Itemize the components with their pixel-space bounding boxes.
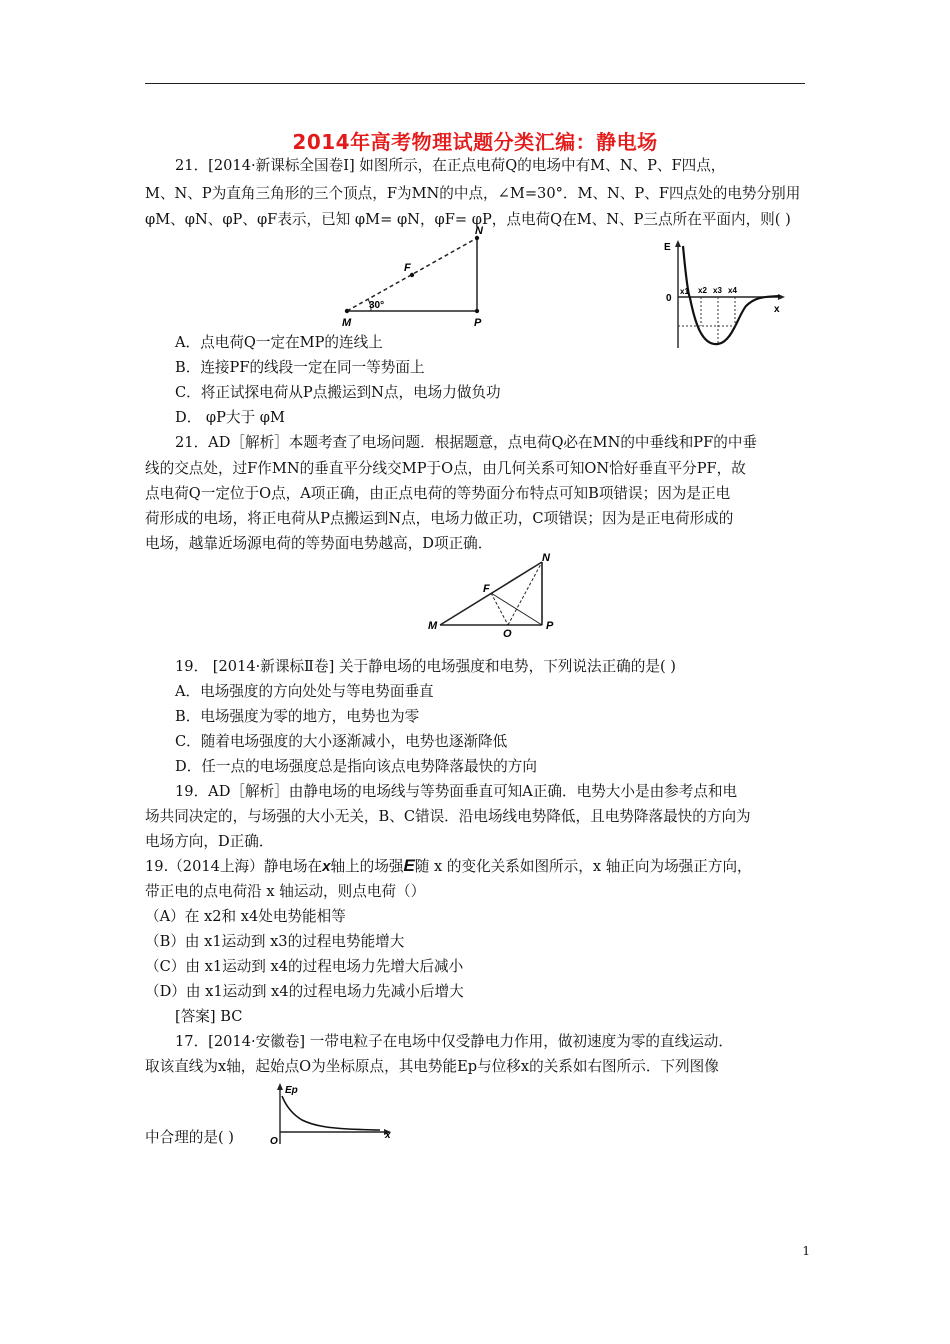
q19b-stem-line-2: 带正电的点电荷沿 x 轴运动，则点电荷（） [145,883,426,900]
q19b-option-b: （B）由 x1运动到 x3的过程电势能增大 [145,933,405,950]
header-rule [145,83,805,84]
q19b-answer: [答案] BC [175,1008,243,1025]
graph-x-label: x [774,304,780,315]
q21-option-a: A．点电荷Q一定在MP的连线上 [175,334,383,351]
x-symbol: x [322,858,331,875]
q19b-stem-part-3: 随 x 的变化关系如图所示，x 轴正向为场强正方向， [414,858,752,875]
q17-stem-line-2: 取该直线为x轴，起始点O为坐标原点，其电势能Ep与位移x的关系如右图所示．下列图像 [145,1058,719,1075]
label-m: M [428,620,438,632]
label-n: N [542,552,550,564]
page-title: 2014年高考物理试题分类汇编：静电场 [292,130,658,154]
q21-analysis-line-2: 线的交点处，过F作MN的垂直平分线交MP于O点，由几何关系可知ON恰好垂直平分PF，故 [145,460,746,477]
q19a-option-b: B．电场强度为零的地方，电势也为零 [175,708,420,725]
graph-origin-label: O [270,1136,278,1147]
q21-analysis-line-5: 电场，越靠近场源电荷的等势面电势越高，D项正确． [145,535,493,552]
label-p: P [546,620,554,632]
graph-ep-label: Ep [285,1085,298,1096]
q19a-option-d: D．任一点的电场强度总是指向该点电势降落最快的方向 [175,758,537,775]
q21-option-c: C．将正试探电荷从P点搬运到N点，电场力做负功 [175,384,501,401]
graph-x-label: x [385,1130,391,1141]
q19a-analysis-line-2: 场共同决定的，与场强的大小无关，B、C错误．沿电场线电势降低，且电势降落最快的方向为 [145,808,751,825]
q21-option-d: D． φP大于 φM [175,409,285,426]
label-n: N [475,225,483,237]
graph-origin-label: 0 [666,293,672,304]
q17-stem-line-1: 17．[2014·安徽卷] 一带电粒子在电场中仅受静电力作用，做初速度为零的直线运动． [175,1033,733,1050]
q21-option-b: B．连接PF的线段一定在同一等势面上 [175,359,425,376]
label-p: P [474,317,482,329]
graph-x1-label: x1 [680,287,689,296]
q21-stem-line-1: 21．[2014·新课标全国卷Ⅰ] 如图所示，在正点电荷Q的电场中有M、N、P、F四点， [175,157,726,174]
graph-e-label: E [664,242,671,253]
label-f: F [483,583,490,595]
q19b-stem-part-1: 19.（2014上海）静电场在 [145,858,323,875]
triangle-figure-2 [425,550,565,640]
e-x-graph [660,238,790,350]
label-angle: 30° [369,300,385,311]
q19b-option-a: （A）在 x2和 x4处电势能相等 [145,908,346,925]
q19a-analysis-line-1: 19．AD［解析］由静电场的电场线与等势面垂直可知A正确．电势大小是由参考点和电 [175,783,738,800]
page-number: 1 [802,1244,810,1258]
graph-x2-label: x2 [698,286,707,295]
label-f: F [404,262,411,274]
q19a-analysis-line-3: 电场方向，D正确． [145,833,274,850]
label-m: M [342,317,352,329]
e-symbol: E [403,856,415,875]
q19b-option-d: （D）由 x1运动到 x4的过程电场力先减小后增大 [145,983,464,1000]
ep-x-graph [268,1082,398,1150]
q19b-option-c: （C）由 x1运动到 x4的过程电场力先增大后减小 [145,958,464,975]
q19a-option-c: C．随着电场强度的大小逐渐减小，电势也逐渐降低 [175,733,508,750]
q21-analysis-line-4: 荷形成的电场，将正电荷从P点搬运到N点，电场力做正功，C项错误；因为是正电荷形成的 [145,510,734,527]
q19b-stem-line-1 [145,857,752,876]
graph-x4-label: x4 [728,286,737,295]
graph-x3-label: x3 [713,286,722,295]
q21-stem-line-2: M、N、P为直角三角形的三个顶点，F为MN的中点，∠M=30°．M、N、P、F四点处的电势分别用 [145,185,801,202]
label-o: O [503,628,512,640]
q19a-option-a: A．电场强度的方向处处与等电势面垂直 [175,683,434,700]
q21-stem-line-3: φM、φN、φP、φF表示，已知 φM= φN，φF= φP，点电荷Q在M、N、P三点所在平面内，则( ) [145,211,791,228]
q19b-stem-part-2: 轴上的场强 [330,858,404,875]
q21-analysis-line-3: 点电荷Q一定位于O点，A项正确，由正点电荷的等势面分布特点可知B项错误；因为是正电 [145,485,731,502]
triangle-figure-1 [335,225,495,337]
q19a-stem: 19． [2014·新课标Ⅱ卷] 关于静电场的电场强度和电势，下列说法正确的是( ) [175,658,676,675]
q21-analysis-line-1: 21．AD［解析］本题考查了电场问题．根据题意，点电荷Q必在MN的中垂线和PF的中垂 [175,434,758,451]
q17-stem-tail: 中合理的是( ) [145,1129,234,1146]
